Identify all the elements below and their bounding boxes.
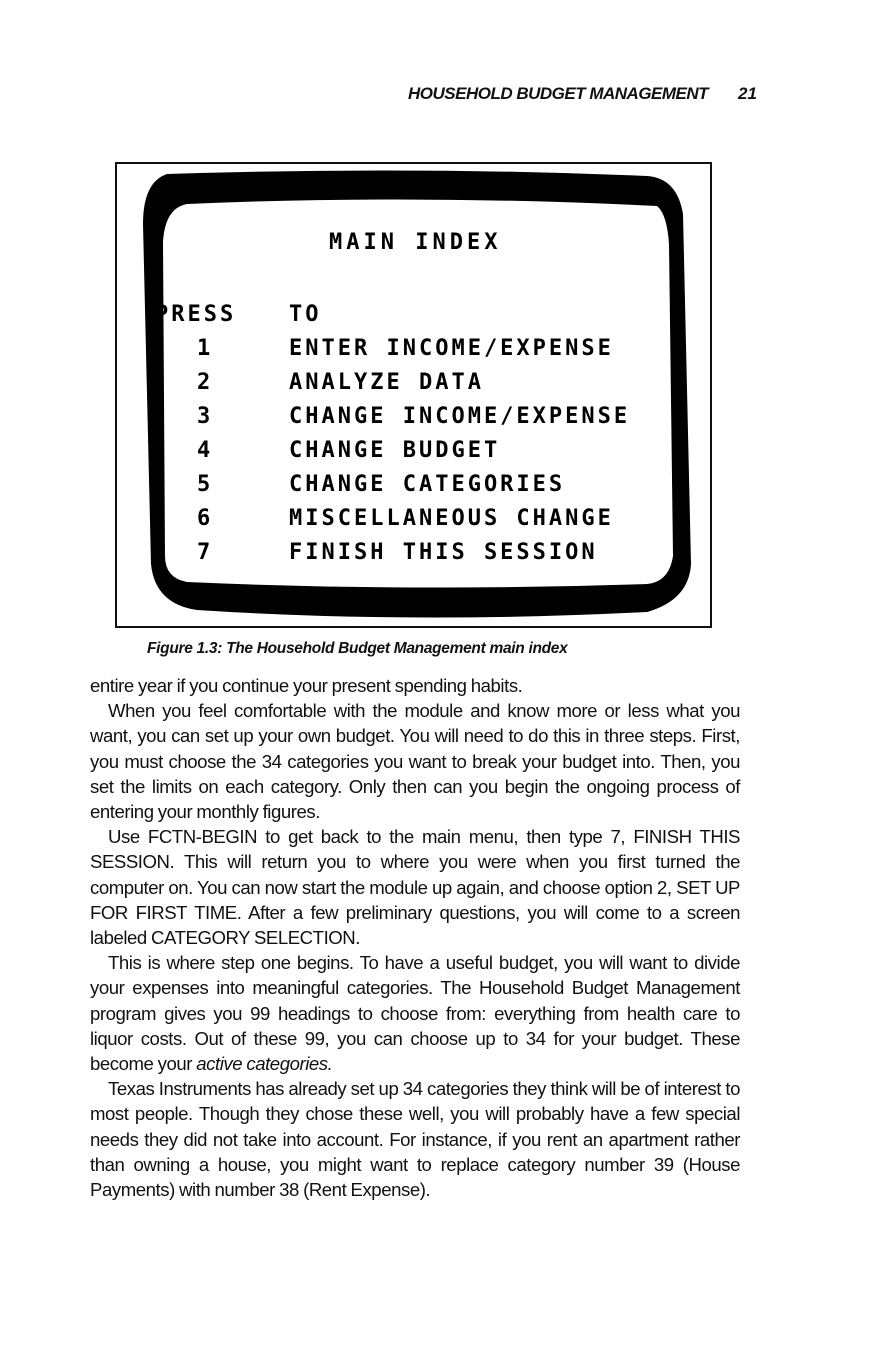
screen-text-area [117, 164, 714, 630]
menu-item-key: 6 [197, 506, 211, 531]
menu-item-key: 1 [197, 336, 211, 361]
running-head: HOUSEHOLD BUDGET MANAGEMENT [408, 84, 709, 103]
emphasis-text: active categories. [196, 1053, 333, 1075]
menu-item-key: 4 [197, 438, 211, 463]
paragraph: When you feel comfortable with the module and know more or less what you want, you can set up your own budget. You will need to do this in three steps. First, you must choose the 34 categories you want to break your budget into. Then, you set the limits on each category. Only then can you begin the ongoing process of entering your monthly figures. [90, 700, 740, 823]
paragraph: Texas Instruments has already set up 34 categories they think will be of interest to most people. Though they chose these well, you will probably have a few special needs they did not take into account. For instance, if you rent an apartment rather than owning a house, you might want to replace category number 39 (House Payments) with number 38 (Rent Expense). [90, 1078, 740, 1201]
menu-item-key: 5 [197, 472, 211, 497]
menu-item-label: CHANGE CATEGORIES [289, 472, 566, 497]
screen-title: MAIN INDEX [329, 230, 502, 255]
menu-item [117, 438, 714, 468]
paragraph [90, 950, 740, 1076]
menu-item [117, 404, 714, 434]
menu-item-label: CHANGE BUDGET [289, 438, 501, 463]
menu-item-key: 3 [197, 404, 211, 429]
menu-item-label: ENTER INCOME/EXPENSE [289, 336, 614, 361]
menu-item-label: FINISH THIS SESSION [289, 540, 598, 565]
menu-item [117, 336, 714, 366]
menu-item-key: 2 [197, 370, 211, 395]
menu-item [117, 472, 714, 502]
paragraph: entire year if you continue your present spending habits. [90, 675, 523, 696]
body-text [90, 673, 740, 1202]
to-column-header: TO [289, 302, 322, 327]
paragraph: Use FCTN-BEGIN to get back to the main menu, then type 7, FINISH THIS SESSION. This will return you to where you were when you first turned the computer on. You can now start the module up again, and choose option 2, SET UP FOR FIRST TIME. After a few preliminary questions, you will come to a screen labeled CATEGORY SELECTION. [90, 826, 740, 949]
page-number: 21 [738, 84, 757, 103]
figure-screen [115, 162, 712, 628]
menu-item [117, 540, 714, 570]
menu-item-label: MISCELLANEOUS CHANGE [289, 506, 614, 531]
menu-item-label: ANALYZE DATA [289, 370, 484, 395]
figure-caption: Figure 1.3: The Household Budget Management main index [147, 640, 568, 657]
menu-item [117, 506, 714, 536]
menu-item [117, 370, 714, 400]
press-column-header: PRESS [155, 302, 237, 327]
menu-item-key: 7 [197, 540, 211, 565]
paragraph-text: This is where step one begins. To have a useful budget, you will want to divide your expenses into meaningful categories. The Household Budget Management program gives you 99 headings to choose from: everything from health care to liquor costs. Out of these 99, you can choose up to 34 for your budget. These become your [90, 952, 740, 1075]
menu-item-label: CHANGE INCOME/EXPENSE [289, 404, 631, 429]
